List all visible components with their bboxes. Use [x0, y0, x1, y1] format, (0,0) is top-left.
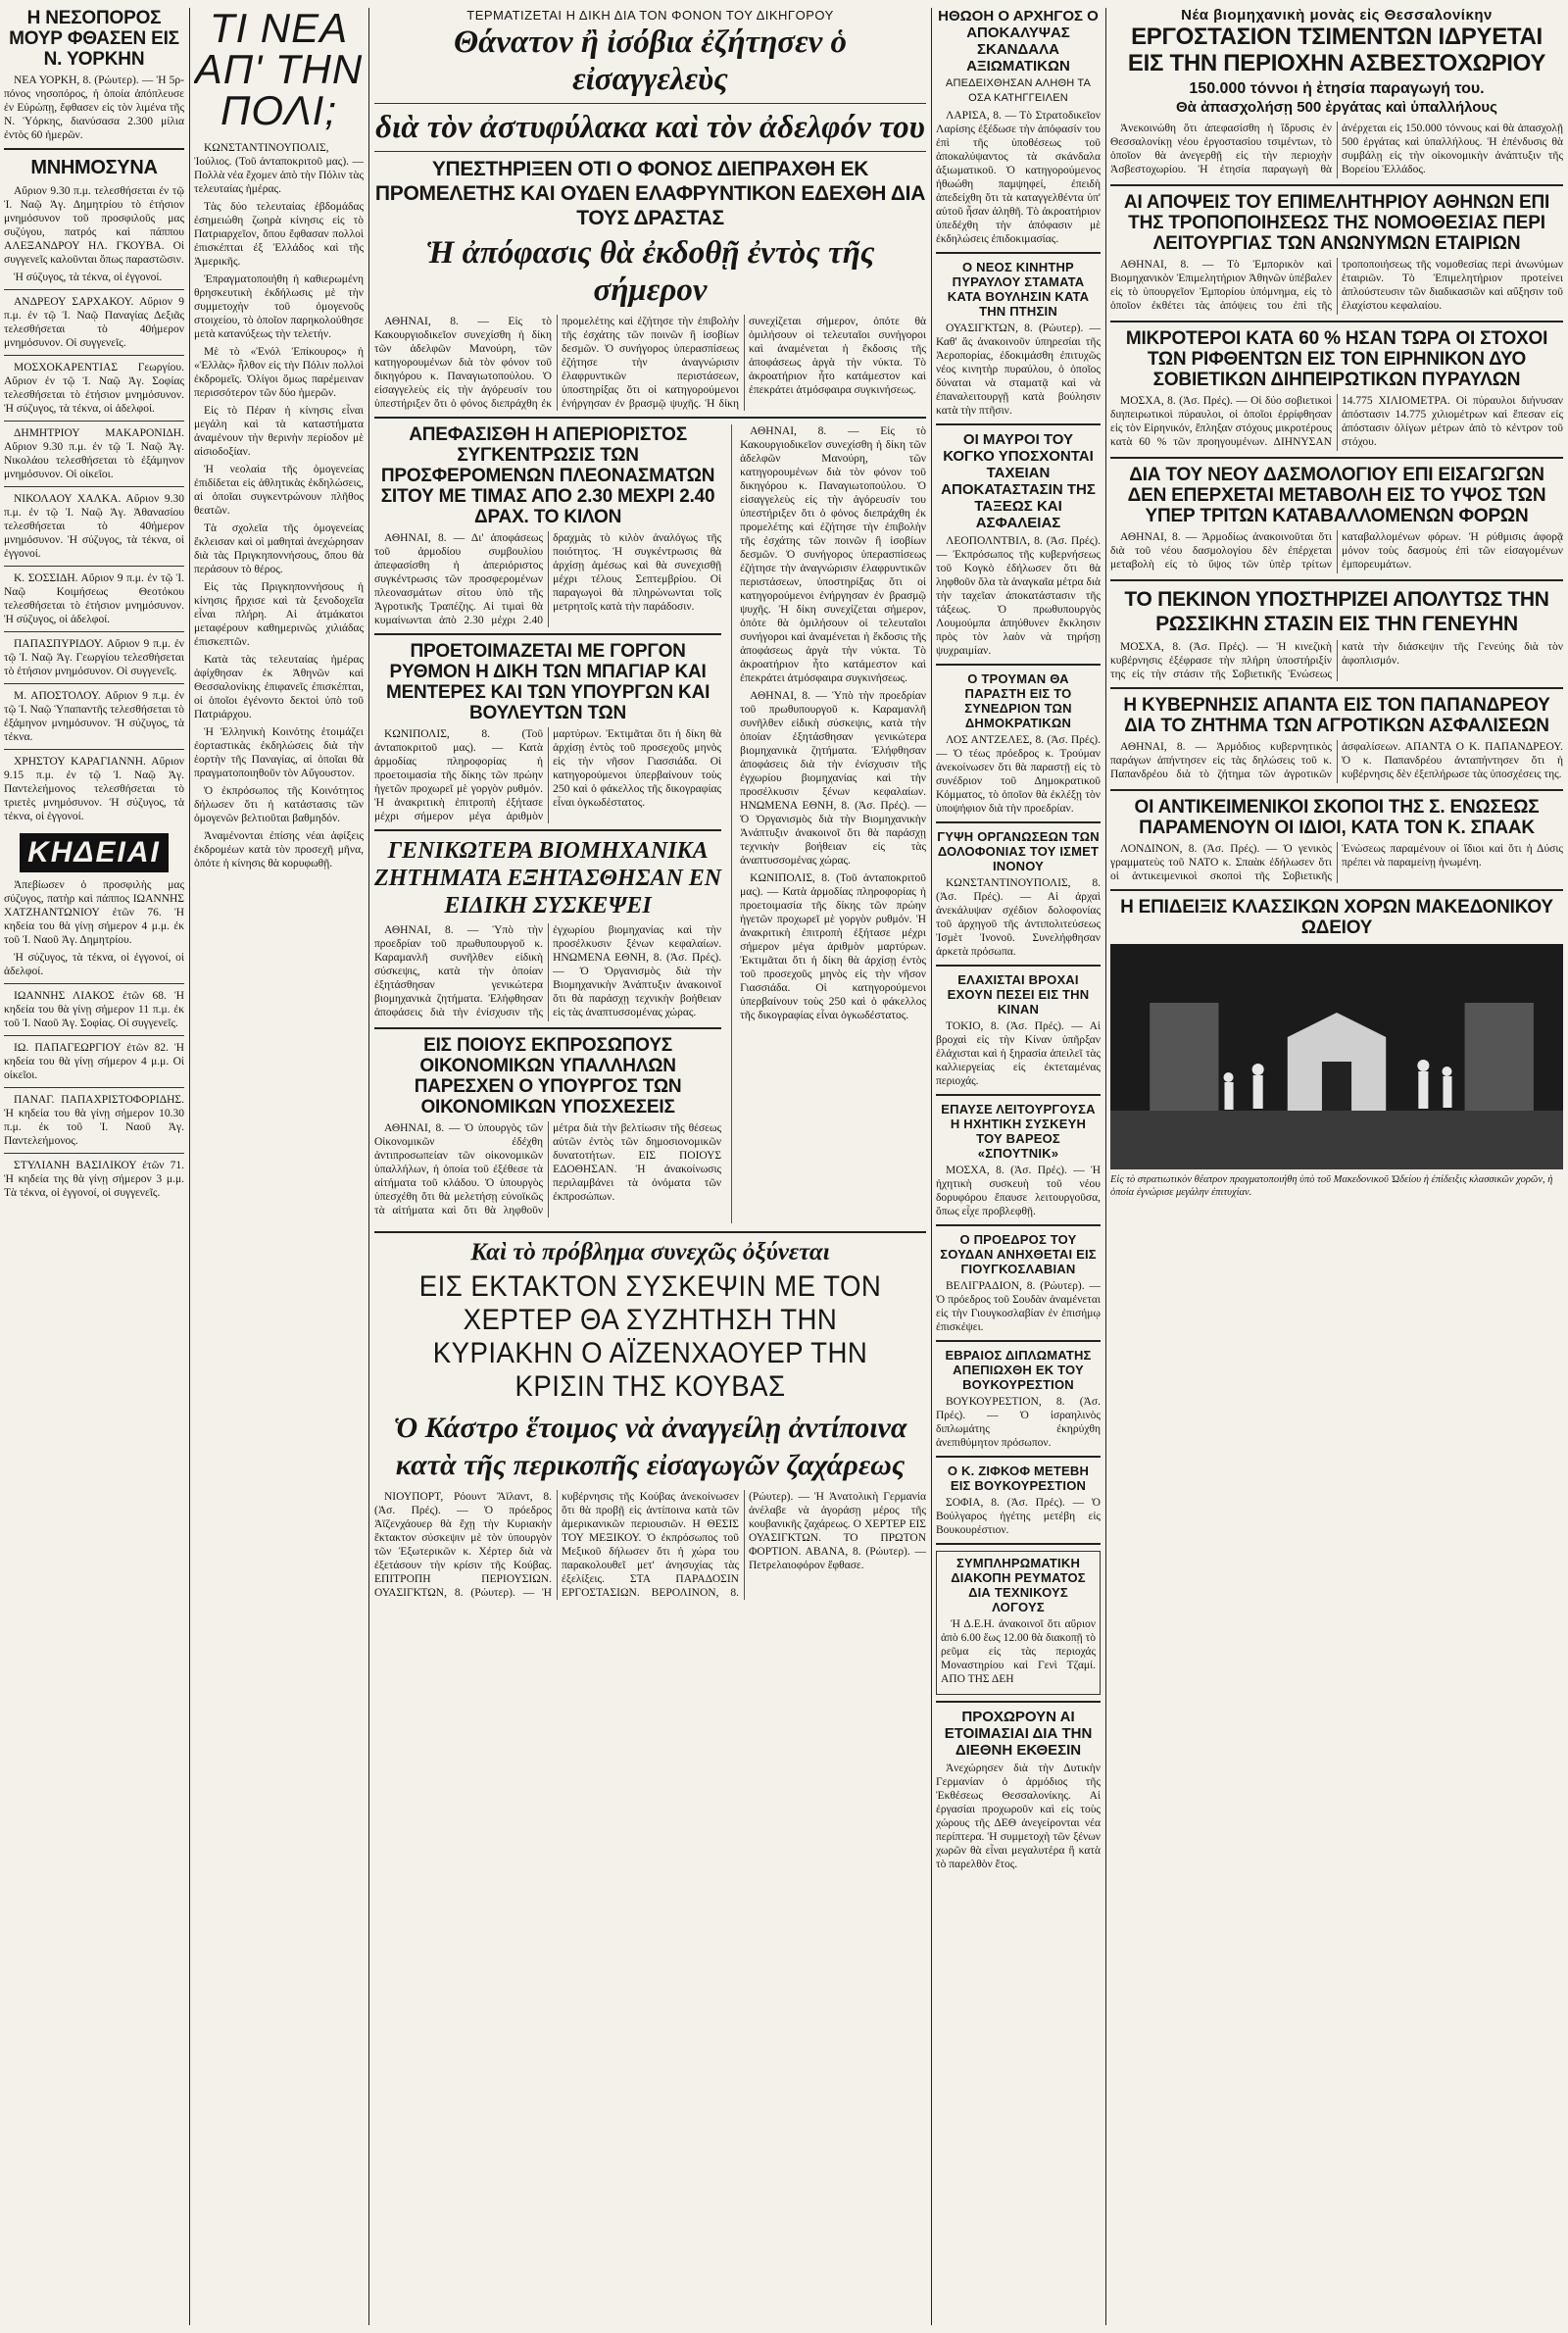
article-headline: ΕΙΣ ΠΟΙΟΥΣ ΕΚΠΡΟΣΩΠΟΥΣ ΟΙΚΟΝΟΜΙΚΩΝ ΥΠΑΛΛΗΛΩΝ ΠΑΡΕΣΧΕΝ Ο ΥΠΟΥΡΓΟΣ ΤΩΝ ΟΙΚΟΝΟΜΙΚΩΝ ΥΠΟΣΧΕΣΕΙΣ [414, 1035, 682, 1117]
article-papandreou [1110, 695, 1563, 783]
column-rule [931, 8, 932, 2325]
section-rule [936, 1701, 1101, 1703]
article-headline: ΕΡΓΟΣΤΑΣΙΟΝ ΤΣΙΜΕΝΤΩΝ ΙΔΡΥΕΤΑΙ ΕΙΣ ΤΗΝ ΠΕΡΙΟΧΗΝ ΑΣΒΕΣΤΟΧΩΡΙΟΥ [1127, 24, 1546, 76]
funerals-list [4, 878, 184, 1200]
notice: ΜΟΣΧΟΚΑΡΕΝΤΙΑΣ Γεωργίου. Αὔριον ἐν τῷ Ἱ. Ναῷ Ἁγ. Σοφίας τελεσθήσεται τὸ ἐτήσιον μνημόσυνον. Ἡ σύζυγος, τὰ τέκνα, οἱ ἀδελφοί. [4, 362, 184, 415]
center-left-stack [374, 424, 721, 1223]
article-kicker: Νέα βιομηχανικὴ μονὰς εἰς Θεσσαλονίκην [1181, 8, 1493, 24]
notice: Αὔριον 9.30 π.μ. τελεσθήσεται ἐν τῷ Ἱ. Ναῷ Ἁγ. Δημητρίου τὸ ἐτήσιον μνημόσυνον τοῦ προσφιλοῦς μας συζύγου, πατρός καὶ πάππου ΑΛΕΞΑΝΔΡΟΥ ΗΛ. ΓΚΟΥΒΑ. Οἱ συγγενεῖς καλοῦνται ὅπως παραστῶσιν. [4, 185, 184, 266]
article-headline: ΓΕΝΙΚΩΤΕΡΑ ΒΙΟΜΗΧΑΝΙΚΑ ΖΗΤΗΜΑΤΑ ΕΞΗΤΑΣΘΗΣΑΝ ΕΝ ΕΙΔΙΚΗ ΣΥΣΚΕΨΕΙ [374, 838, 722, 918]
brief-headline: Ο Κ. ΖΙΦΚΟΦ ΜΕΤΕΒΗ ΕΙΣ ΒΟΥΚΟΥΡΕΣΤΙΟΝ [947, 1464, 1090, 1493]
column-city-news [194, 8, 364, 2325]
article-finance [374, 1035, 721, 1217]
article-headline: ΜΙΚΡΟΤΕΡΟΙ ΚΑΤΑ 60 % ΗΣΑΝ ΤΩΡΑ ΟΙ ΣΤΟΧΟΙ ΤΩΝ ΡΙΦΘΕΝΤΩΝ ΕΙΣ ΤΟΝ ΕΙΡΗΝΙΚΟΝ ΔΥΟ ΣΟΒΙΕΤΙΚΩΝ ΔΙΗΠΕΙΡΩΤΙΚΩΝ ΠΥΡΑΥΛΩΝ [1125, 328, 1548, 390]
article-body: ΛΟΝΔΙΝΟΝ, 8. (Ἀσ. Πρές). — Ὁ γενικὸς γραμματεὺς τοῦ ΝΑΤΟ κ. Σπαὰκ ἐδήλωσεν ὅτι οἱ ἀντικειμενικοὶ σκοποὶ τῆς Σοβιετικῆς Ἑνώσεως παραμένουν οἱ ἴδιοι καὶ ὅτι ἡ Δύσις πρέπει νὰ παραμείνῃ ἡνωμένη. [1110, 843, 1563, 882]
article-headline: Η ΚΥΒΕΡΝΗΣΙΣ ΑΠΑΝΤΑ ΕΙΣ ΤΟΝ ΠΑΠΑΝΔΡΕΟΥ ΔΙΑ ΤΟ ΖΗΤΗΜΑ ΤΩΝ ΑΓΡΟΤΙΚΩΝ ΑΣΦΑΛΙΣΕΩΝ [1123, 695, 1550, 736]
column-title: ΤΙ ΝΕΑ ΑΠ' ΤΗΝ ΠΟΛΙ; [194, 8, 364, 133]
article-body: ΜΟΣΧΑ, 8. (Ἀσ. Πρές). — Οἱ δύο σοβιετικοὶ διηπειρωτικοὶ πύραυλοι, οἱ ὁποῖοι ἐρρίφθησαν εἰς τὸν Εἰρηνικόν, ἔπληξαν στόχους μικροτέρους κατὰ 60 % τῶν προηγουμένων. ΔΙΗΝΥΣΑΝ 14.775 ΧΙΛΙΟΜΕΤΡΑ. Οἱ πύραυλοι διήνυσαν ἀπόστασιν 14.775 χιλιομέτρων καὶ ἔπεσαν εἰς ἀπόστασιν ὀλίγων μέτρων ἀπὸ τὸ κέντρον τοῦ στόχου. [1110, 395, 1563, 448]
notice: Ἡ σύζυγος, τὰ τέκνα, οἱ ἐγγονοί, οἱ ἀδελφοί. [4, 952, 184, 977]
notice: ΠΑΝΑΓ. ΠΑΠΑΧΡΙΣΤΟΦΟΡΙΔΗΣ. Ἡ κηδεία του θὰ γίνῃ σήμερον 10.30 π.μ. ἐκ τοῦ Ἱ. Ναοῦ Ἁγ. Παντελεήμονος. [4, 1094, 184, 1147]
center-right-stack [731, 424, 926, 1223]
column-briefs [936, 8, 1101, 2325]
brief-body: ΜΟΣΧΑ, 8. (Ἀσ. Πρές). — Ἡ ἠχητικὴ συσκευὴ τοῦ νέου δορυφόρου ἔπαυσε λειτουργοῦσα, ὅπως εἶχε προβλεφθῇ. [936, 1165, 1101, 1217]
brief [936, 1348, 1101, 1450]
photo-dance-performance [1110, 944, 1563, 1169]
section-rule [374, 1231, 926, 1233]
article-headline: ΠΡΟΕΤΟΙΜΑΖΕΤΑΙ ΜΕ ΓΟΡΓΟΝ ΡΥΘΜΟΝ Η ΔΙΚΗ ΤΩΝ ΜΠΑΓΙΑΡ ΚΑΙ ΜΕΝΤΕΡΕΣ ΚΑΙ ΤΩΝ ΥΠΟΥΡΓΩΝ ΚΑΙ ΒΟΥΛΕΥΤΩΝ ΤΩΝ [385, 641, 710, 723]
brief-body: ΒΕΛΙΓΡΑΔΙΟΝ, 8. (Ρώυτερ). — Ὁ πρόεδρος τοῦ Σουδὰν ἀναμένεται εἰς τὴν Γιουγκοσλαβίαν ἐν ἐπισήμῳ ἐπισκέψει. [936, 1280, 1101, 1333]
article-cuba [374, 1239, 926, 1600]
brief-headline: ΕΠΑΥΣΕ ΛΕΙΤΟΥΡΓΟΥΣΑ Η ΗΧΗΤΙΚΗ ΣΥΣΚΕΥΗ ΤΟΥ ΒΑΡΕΟΣ «ΣΠΟΥΤΝΙΚ» [941, 1102, 1096, 1161]
section-rule [936, 1340, 1101, 1342]
column-rule [189, 8, 190, 2325]
brief-body: ΒΟΥΚΟΥΡΕΣΤΙΟΝ, 8. (Ἀσ. Πρές). — Ὁ ἰσραηλινὸς διπλωμάτης ἐκηρύχθη ἀνεπιθύμητον πρόσωπον. [936, 1396, 1101, 1449]
brief [936, 8, 1101, 246]
article-body: ΝΙΟΥΠΟΡΤ, Ρόουντ Ἄϊλαντ, 8. (Ἀσ. Πρές). — Ὁ πρόεδρος Ἀϊζενχάουερ θὰ ἔχῃ τὴν Κυριακὴν ἔκτακτον σύσκεψιν μὲ τὸν ὑπουργὸν τῶν Ἐξωτερικῶν κ. Χέρτερ διὰ νὰ ἐξετάσουν τὴν κρίσιν τῆς Κούβας. ΕΠΙΤΡΟΠΗ ΠΕΡΙΟΥΣΙΩΝ. ΟΥΑΣΙΓΚΤΩΝ, 8. (Ρώυτερ). — Ἡ κυβέρνησις τῆς Κούβας ἀνεκοίνωσεν ὅτι θὰ προβῇ εἰς ἀντίποινα κατὰ τῶν ἀμερικανικῶν περιουσιῶν. Η ΘΕΣΙΣ ΤΟΥ ΜΕΞΙΚΟΥ. Ὁ ἐκπρόσωπος τοῦ Μεξικοῦ δήλωσεν ὅτι ἡ χώρα του παρακολουθεῖ μετ' ἀνησυχίας τὰς ἐξελίξεις. ΣΤΑ ΠΑΡΑΔΟΣΙΝ ΕΡΓΟΣΤΑΣΙΩΝ. ΒΕΡΟΛΙΝΟΝ, 8. (Ρώυτερ). — Ἡ Ἀνατολικὴ Γερμανία ἀνέλαβε νὰ ἀγοράσῃ μέρος τῆς κουβανικῆς ζαχάρεως. Ο ΧΕΡΤΕΡ ΕΙΣ ΟΥΑΣΙΓΚΤΩΝ. ΤΟ ΠΡΩΤΟΝ ΦΟΡΤΙΟΝ. ΑΒΑΝΑ, 8. (Ρώυτερ). — Πετρελαιοφόρον ἔφθασε. [374, 1491, 926, 1599]
notice: ΙΩ. ΠΑΠΑΓΕΩΡΓΙΟΥ ἐτῶν 82. Ἡ κηδεία του θὰ γίνῃ σήμερον 4 μ.μ. Οἱ οἰκεῖοι. [4, 1042, 184, 1081]
brief-headline: ΣΥΜΠΛΗΡΩΜΑΤΙΚΗ ΔΙΑΚΟΠΗ ΡΕΥΜΑΤΟΣ ΔΙΑ ΤΕΧΝΙΚΟΥΣ ΛΟΓΟΥΣ [951, 1556, 1086, 1614]
brief-subheadline: ΑΠΕΔΕΙΧΘΗΣΑΝ ΑΛΗΘΗ ΤΑ ΟΣΑ ΚΑΤΗΓΓΕΙΛΕΝ [945, 77, 1092, 104]
article-body: ΑΘΗΝΑΙ, 8. — Δι' ἀποφάσεως τοῦ ἁρμοδίου συμβουλίου ἀπεφασίσθη ἡ ἀπεριόριστος συγκέντρωσις τῶν προσφερομένων πλεονασμάτων σίτου ὑπὸ τῆς Ἀγροτικῆς Τραπέζης. Αἱ τιμαὶ θὰ κυμαίνωνται ἀπὸ 2.30 μέχρι 2.40 δραχμὰς τὸ κιλὸν ἀναλόγως τῆς ποιότητος. Ἡ συγκέντρωσις θὰ ἀρχίσῃ ἀμέσως καὶ θὰ συνεχισθῇ μέχρι τέλους Σεπτεμβρίου. Οἱ παραγωγοὶ θὰ πληρώνωνται τοῖς μετρητοῖς κατὰ τὴν παράδοσιν. [374, 532, 722, 626]
article-subheadline-2: κατὰ τῆς περικοπῆς εἰσαγωγῶν ζαχάρεως [395, 1449, 906, 1481]
section-rule [374, 417, 926, 419]
section-rule [936, 423, 1101, 425]
brief-headline: ΕΛΑΧΙΣΤΑΙ ΒΡΟΧΑΙ ΕΧΟΥΝ ΠΕΣΕΙ ΕΙΣ ΤΗΝ ΚΙΝΑΝ [947, 972, 1090, 1017]
section-rule [4, 631, 184, 632]
column-obituaries [4, 8, 184, 2325]
article-body: ΑΘΗΝΑΙ, 8. — Ὑπὸ τὴν προεδρίαν τοῦ πρωθυπουργοῦ κ. Καραμανλῆ συνῆλθεν εἰδικὴ σύσκεψις, κατὰ τὴν ὁποίαν ἐξητάσθησαν γενικώτερα βιομηχανικὰ ζητήματα. Ἐλήφθησαν ἀποφάσεις διὰ τὴν ἐνίσχυσιν τῆς ἐγχωρίου βιομηχανίας καὶ τὴν προσέλκυσιν ξένων κεφαλαίων. ΗΝΩΜΕΝΑ ΕΘΝΗ, 8. (Ἀσ. Πρές). — Ὁ Ὀργανισμὸς διὰ τὴν Βιομηχανικὴν Ἀνάπτυξιν ἀνακοινοῖ ὅτι θὰ παράσχῃ τεχνικὴν βοήθειαν εἰς τὰς ἀναπτυσσομένας χώρας. [374, 924, 722, 1018]
article-tariff [1110, 465, 1563, 573]
section-rule [4, 1153, 184, 1154]
section-rule [4, 566, 184, 567]
brief [936, 1464, 1101, 1537]
lead-headline-3: Ἡ ἀπόφασις θὰ ἐκδοθῇ ἐντὸς τῆς σήμερον [425, 235, 875, 308]
section-rule [936, 965, 1101, 967]
brief-headline: ΕΒΡΑΙΟΣ ΔΙΠΛΩΜΑΤΗΣ ΑΠΕΠΙΩΧΘΗ ΕΚ ΤΟΥ ΒΟΥΚΟΥΡΕΣΤΙΟΝ [945, 1348, 1092, 1392]
brief-body: ΤΟΚΙΟ, 8. (Ἀσ. Πρές). — Αἱ βροχαὶ εἰς τὴν Κίναν ὑπῆρξαν ἐλάχισται καὶ ἡ ξηρασία ἀπειλεῖ τὰς καλλιεργείας εἰς ἐκτεταμένας περιοχάς. [936, 1020, 1101, 1087]
article-body: ΜΟΣΧΑ, 8. (Ἀσ. Πρές). — Ἡ κινεζικὴ κυβέρνησις ἐξέφρασε τὴν πλήρη ὑποστήριξίν της εἰς τὴν στάσιν τῆς Σοβιετικῆς Ἑνώσεως κατὰ τὴν διάσκεψιν τῆς Γενεύης διὰ τὸν ἀφοπλισμόν. [1110, 641, 1563, 680]
brief-headline: Ο ΠΡΟΕΔΡΟΣ ΤΟΥ ΣΟΥΔΑΝ ΑΝΗΧΘΕΤΑΙ ΕΙΣ ΓΙΟΥΓΚΟΣΛΑΒΙΑΝ [940, 1232, 1097, 1276]
brief [936, 431, 1101, 658]
article-body: ΑΘΗΝΑΙ, 8. — Ἁρμοδίως ἀνακοινοῦται ὅτι διὰ τοῦ νέου δασμολογίου δὲν ἐπέρχεται μεταβολὴ εἰς τὸ ὕψος τῶν ὑπὲρ τρίτων καταβαλλομένων φόρων. Ἡ ρύθμισις ἀφορᾷ μόνον τοὺς δασμοὺς ἐπὶ τῶν εἰσαγομένων ἐμπορευμάτων. [1110, 531, 1563, 571]
brief-body: ΟΥΑΣΙΓΚΤΩΝ, 8. (Ρώυτερ). — Καθ' ἃς ἀνακοινοῦν ὑπηρεσίαι τῆς Ἀεροπορίας, ἐδοκιμάσθη ἐπιτυχῶς νέος κινητὴρ πυραύλου, ὁ ὁποῖος δύναται νὰ σταματᾷ καὶ νὰ ἐπαναλειτουργῇ κατὰ βούλησιν κατὰ τὴν πτῆσιν. [936, 323, 1101, 417]
section-rule [374, 103, 926, 104]
article-headline: ΔΙΑ ΤΟΥ ΝΕΟΥ ΔΑΣΜΟΛΟΓΙΟΥ ΕΠΙ ΕΙΣΑΓΩΓΩΝ ΔΕΝ ΕΠΕΡΧΕΤΑΙ ΜΕΤΑΒΟΛΗ ΕΙΣ ΤΟ ΥΨΟΣ ΤΩΝ ΥΠΕΡ ΤΡΙΤΩΝ ΚΑΤΑΒΑΛΛΟΜΕΝΩΝ ΦΟΡΩΝ [1127, 465, 1546, 526]
notice: ΠΑΠΑΣΠΥΡΙΔΟΥ. Αὔριον 9 π.μ. ἐν τῷ Ἱ. Ναῷ Ἁγ. Γεωργίου τελεσθήσεται τὸ ἐτήσιον μνημόσυνον. Οἱ συγγενεῖς. [4, 638, 184, 677]
article-headline: ΕΙΣ ΕΚΤΑΚΤΟΝ ΣΥΣΚΕΨΙΝ ΜΕ ΤΟΝ ΧΕΡΤΕΡ ΘΑ ΣΥΖΗΤΗΣΗ ΤΗΝ ΚΥΡΙΑΚΗΝ Ο ΑΪΖΕΝΧΑΟΥΕΡ ΤΗΝ ΚΡΙΣΙΝ ΤΗΣ ΚΟΥΒΑΣ [418, 1270, 882, 1403]
section-rule [4, 1035, 184, 1036]
brief-headline: ΠΡΟΧΩΡΟΥΝ ΑΙ ΕΤΟΙΜΑΣΙΑΙ ΔΙΑ ΤΗΝ ΔΙΕΘΝΗ ΕΚΘΕΣΙΝ [944, 1709, 1093, 1759]
brief [936, 260, 1101, 418]
section-rule [4, 983, 184, 984]
section-rule [1110, 457, 1563, 459]
notice: ΝΙΚΟΛΑΟΥ ΧΑΛΚΑ. Αὔριον 9.30 π.μ. ἐν τῷ Ἱ. Ναῷ Ἁγ. Ἀθανασίου τελεσθήσεται τὸ 40ήμερον μνημόσυνον. Ἡ σύζυγος, τὰ τέκνα, οἱ ἐγγονοί. [4, 493, 184, 560]
section-rule [4, 1087, 184, 1088]
article-wheat [374, 424, 721, 627]
article-headline: ΑΠΕΦΑΣΙΣΘΗ Η ΑΠΕΡΙΟΡΙΣΤΟΣ ΣΥΓΚΕΝΤΡΩΣΙΣ ΤΩΝ ΠΡΟΣΦΕΡΟΜΕΝΩΝ ΠΛΕΟΝΑΣΜΑΤΩΝ ΣΙΤΟΥ ΜΕ ΤΙΜΑΣ ΑΠΟ 2.30 ΜΕΧΡΙ 2.40 ΔΡΑΧ. ΤΟ ΚΙΛΟΝ [380, 424, 715, 527]
brief-body: Ἀνεχώρησεν διὰ τὴν Δυτικὴν Γερμανίαν ὁ ἁρμόδιος τῆς Ἐκθέσεως Θεσσαλονίκης. Αἱ ἐργασίαι προχωροῦν καὶ εἰς τοὺς χώρους τῆς ΔΕΘ ἀνεγείρονται νέα περίπτερα. Ἡ συμμετοχὴ τῶν ξένων χωρῶν θὰ εἶναι μεγαλυτέρα ἢ κατὰ τὸ παρελθὸν ἔτος. [936, 1762, 1101, 1870]
article-body: ΑΘΗΝΑΙ, 8. — Ἁρμόδιος κυβερνητικὸς παράγων ἀπήντησεν εἰς τὰς δηλώσεις τοῦ κ. Παπανδρέου διὰ τὸ ζήτημα τῶν ἀγροτικῶν ἀσφαλίσεων. ΑΠΑΝΤΑ Ο Κ. ΠΑΠΑΝΔΡΕΟΥ. Ὁ κ. Παπανδρέου ἀνταπήντησεν ὅτι ἡ κυβέρνησις δὲν ἐξεπλήρωσε τὰς ὑποσχέσεις της. [1110, 741, 1563, 780]
brief-body: ΣΟΦΙΑ, 8. (Ἀσ. Πρές). — Ὁ Βούλγαρος ἡγέτης μετέβη εἰς Βουκουρέστιον. [936, 1497, 1101, 1536]
section-rule [1110, 789, 1563, 791]
section-title-kedeiai: ΚΗΔΕΙΑΙ [20, 833, 169, 872]
brief-boxed [936, 1551, 1101, 1695]
column-center [374, 8, 926, 2325]
notice: ΣΤΥΛΙΑΝΗ ΒΑΣΙΛΙΚΟΥ ἐτῶν 71. Ἡ κηδεία της θὰ γίνῃ σήμερον 3 μ.μ. Τὰ τέκνα, οἱ ἐγγονοί, οἱ συγγενεῖς. [4, 1160, 184, 1199]
article-headline: ΤΟ ΠΕΚΙΝΟΝ ΥΠΟΣΤΗΡΙΖΕΙ ΑΠΟΛΥΤΩΣ ΤΗΝ ΡΩΣΣΙΚΗΝ ΣΤΑΣΙΝ ΕΙΣ ΤΗΝ ΓΕΝΕΥΗΝ [1124, 588, 1549, 635]
lead-kicker: ΤΕΡΜΑΤΙΖΕΤΑΙ Η ΔΙΚΗ ΔΙΑ ΤΟΝ ΦΟΝΟΝ ΤΟΥ ΔΙΚΗΓΟΡΟΥ [466, 8, 834, 23]
section-rule [374, 829, 721, 831]
article-headline: ΑΙ ΑΠΟΨΕΙΣ ΤΟΥ ΕΠΙΜΕΛΗΤΗΡΙΟΥ ΑΘΗΝΩΝ ΕΠΙ ΤΗΣ ΤΡΟΠΟΠΟΙΗΣΕΩΣ ΤΗΣ ΝΟΜΟΘΕΣΙΑΣ ΠΕΡΙ ΛΕΙΤΟΥΡΓΙΑΣ ΤΩΝ ΑΝΩΝΥΜΩΝ ΕΤΑΙΡΙΩΝ [1123, 192, 1550, 254]
section-rule [4, 749, 184, 750]
notice: Κ. ΣΟΣΣΙΔΗ. Αὔριον 9 π.μ. ἐν τῷ Ἱ. Ναῷ Κοιμήσεως Θεοτόκου τελεσθήσεται τὸ ἐτήσιον μνημόσυνον. Ἡ σύζυγος, οἱ ἀδελφοί. [4, 572, 184, 625]
lead-continuation: ΑΘΗΝΑΙ, 8. — Εἰς τὸ Κακουργιοδικεῖον συνεχίσθη ἡ δίκη τῶν ἀδελφῶν Μανούρη, τῶν κατηγορουμένων διὰ τὸν φόνον τοῦ δικηγόρου κ. Παναγιωτοπούλου. Ὁ εἰσαγγελεὺς εἰς τὴν ἀγόρευσίν του ὑπεστήριξεν ὅτι ὁ φόνος διεπράχθη ἐκ προμελέτης καὶ ἐζήτησε τὴν ἐπιβολὴν τῆς ἐσχάτης τῶν ποινῶν ἢ ἰσοβίων δεσμῶν. Ὁ συνήγορος ὑπερασπίσεως ἐζήτησε τὴν ἀναγνώρισιν ἐλαφρυντικῶν περιστάσεων, ὑποστηρίξας ὅτι οἱ κατηγορούμενοι ἐνήργησαν ἐν βρασμῷ ψυχῆς. Ἡ δίκη συνεχίζεται σήμερον, ὁπότε θὰ ὁμιλήσουν οἱ τελευταῖοι συνήγοροι καὶ ἀναμένεται ἡ ἔκδοσις τῆς ἀποφάσεως ἀργὰ τὴν νύκτα. Τὸ ἀκροατήριον ἦτο κατάμεστον καὶ ἐπεκράτει ἀτμόσφαιρα συγκινήσεως. ΑΘΗΝΑΙ, 8. — Ὑπὸ τὴν προεδρίαν τοῦ πρωθυπουργοῦ κ. Καραμανλῆ συνῆλθεν εἰδικὴ σύσκεψις, κατὰ τὴν ὁποίαν ἐξητάσθησαν γενικώτερα βιομηχανικὰ ζητήματα. Ἐλήφθησαν ἀποφάσεις διὰ τὴν ἐνίσχυσιν τῆς ἐγχωρίου βιομηχανίας καὶ τὴν προσέλκυσιν ξένων κεφαλαίων. ΗΝΩΜΕΝΑ ΕΘΝΗ, 8. (Ἀσ. Πρές). — Ὁ Ὀργανισμὸς διὰ τὴν Βιομηχανικὴν Ἀνάπτυξιν ἀνακοινοῖ ὅτι θὰ παράσχῃ τεχνικὴν βοήθειαν εἰς τὰς ἀναπτυσσομένας χώρας. ΚΩΝΙΠΟΛΙΣ, 8. (Τοῦ ἀνταποκριτοῦ μας). — Κατὰ ἀρμοδίας πληροφορίας ἡ προετοιμασία τῆς δίκης τῶν πρώην ἡγετῶν προχωρεῖ μὲ γοργὸν ρυθμόν. Ἡ ἀνακριτικὴ ἐπιτροπὴ ἐξήτασε μέχρι σήμερον μέγα ἀριθμὸν μαρτύρων. Ἐκτιμᾶται ὅτι ἡ δίκη θὰ ἀρχίσῃ ἐντὸς τοῦ προσεχοῦς μηνὸς εἰς τὴν νῆσον Γιασσιάδα. Οἱ κατηγορούμενοι ὑπερβαίνουν τοὺς 250 καὶ ὁ φάκελλος τῆς δικογραφίας εἶναι ὀγκωδέστατος. [740, 425, 926, 1021]
section-rule [1110, 889, 1563, 891]
brief-body: ΚΩΝΣΤΑΝΤΙΝΟΥΠΟΛΙΣ, 8. (Ἀσ. Πρές). — Αἱ ἀρχαὶ ἀνεκάλυψαν σχέδιον δολοφονίας τοῦ ἀρχηγοῦ τῆς ἀντιπολιτεύσεως Ἰσμὲτ Ἰνονοῦ. Συνελήφθησαν ἀρκετὰ πρόσωπα. [936, 877, 1101, 958]
center-lower [374, 424, 926, 1223]
section-rule [4, 289, 184, 290]
brief [936, 972, 1101, 1088]
brief [936, 829, 1101, 959]
column-rule [368, 8, 369, 2325]
article-dance [1110, 897, 1563, 1199]
brief [936, 671, 1101, 816]
brief-body: ΛΕΟΠΟΛΝΤΒΙΛ, 8. (Ἀσ. Πρές). — Ἐκπρόσωπος τῆς κυβερνήσεως τοῦ Κογκὸ ἐδήλωσεν ὅτι θὰ ληφθοῦν ὅλα τὰ ἀναγκαῖα μέτρα διὰ τὴν ταχεῖαν ἀποκατάστασιν τῆς τάξεως. Ὁ πρωθυπουργὸς Λουμούμπα ἀπηύθυνεν ἔκκλησιν πρὸς τὸν λαὸν νὰ τηρήσῃ ψυχραιμίαν. [936, 535, 1101, 657]
lead-headline: Θάνατον ἢ ἰσόβια ἐζήτησεν ὁ εἰσαγγελεὺς [453, 25, 848, 97]
kedeiai-banner [4, 833, 184, 872]
brief-headline: Ο ΝΕΟΣ ΚΙΝΗΤΗΡ ΠΥΡΑΥΛΟΥ ΣΤΑΜΑΤΑ ΚΑΤΑ ΒΟΥΛΗΣΙΝ ΚΑΤΑ ΤΗΝ ΠΤΗΣΙΝ [947, 260, 1090, 319]
section-rule [936, 1543, 1101, 1545]
article-subheadline: Ὁ Κάστρο ἕτοιμος νὰ ἀναγγείλῃ ἀντίποινα [393, 1412, 907, 1444]
article-body: ΝΕΑ ΥΟΡΚΗ, 8. (Ρώυτερ). — Ἡ 5ρ-πόνος νησοπόρος, ἡ ὁποία ἀπόπλευσε ἐν Εὐρώπῃ, ἔφθασεν εἰς τὸν λιμένα τῆς Ν. Ὑόρκης, διανύσασα 2.300 μίλια ἐντὸς 60 ἡμερῶν. [4, 74, 184, 141]
lead-headline-2: διὰ τὸν ἀστυφύλακα καὶ τὸν ἀδελφόν του [375, 110, 925, 145]
section-rule [936, 821, 1101, 823]
brief-body: ΛΑΡΙΣΑ, 8. — Τὸ Στρατοδικεῖον Λαρίσης ἐξέδωσε τὴν ἀπόφασίν του ἐπὶ τῆς ὑποθέσεως τοῦ ἀποκαλύψαντος τὰ σκάνδαλα ἀξιωματικοῦ. Ὁ κατηγορούμενος ἠθωώθη παμψηφεί, ἐπειδὴ ἀπεδείχθη ὅτι τὰ καταγγελθέντα ὑπ' αὐτοῦ ἦσαν ἀληθῆ. Τὸ ἀκροατήριον ὑπεδέχθη τὴν ἀπόφασιν μὲ ἐκδηλώσεις ἐπιδοκιμασίας. [936, 110, 1101, 245]
section-rule [4, 486, 184, 487]
section-rule [374, 1027, 721, 1029]
article-spaak [1110, 797, 1563, 883]
notice: Μ. ΑΠΟΣΤΟΛΟΥ. Αὔριον 9 π.μ. ἐν τῷ Ἱ. Ναῷ Ὑπαπαντῆς τελεσθήσεται τὸ ἐξάμηνον μνημόσυνον. Ἡ σύζυγος, τὰ τέκνα. [4, 690, 184, 743]
section-rule [4, 355, 184, 356]
article-trial [374, 641, 721, 823]
lead-subheadline: ΥΠΕΣΤΗΡΙΞΕΝ ΟΤΙ Ο ΦΟΝΟΣ ΔΙΕΠΡΑΧΘΗ ΕΚ ΠΡΟΜΕΛΕΤΗΣ ΚΑΙ ΟΥΔΕΝ ΕΛΑΦΡΥΝΤΙΚΟΝ ΕΔΕΧΘΗ ΔΙΑ ΤΟΥΣ ΔΡΑΣΤΑΣ [374, 158, 926, 229]
article-headline: Η ΝΕΣΟΠΟΡΟΣ ΜΟΥΡ ΦΘΑΣΕΝ ΕΙΣ Ν. ΥΟΡΚΗΝ [9, 8, 179, 70]
section-rule [374, 151, 926, 152]
notice: ΧΡΗΣΤΟΥ ΚΑΡΑΓΙΑΝΝΗ. Αὔριον 9.15 π.μ. ἐν τῷ Ἱ. Ναῷ Ἁγ. Παντελεήμονος τελεσθήσεται τὸ τριετὲς μνημόσυνον. Ἡ σύζυγος, τὰ τέκνα, οἱ ἐγγονοί. [4, 756, 184, 822]
section-rule [4, 683, 184, 684]
article-subheadline: 150.000 τόννοι ἡ ἐτησία παραγωγή του. [1189, 80, 1485, 97]
section-rule [1110, 687, 1563, 689]
notice: Ἡ σύζυγος, τὰ τέκνα, οἱ ἐγγονοί. [14, 272, 163, 283]
article-chamber [1110, 192, 1563, 315]
section-rule [936, 252, 1101, 254]
article-body: ΑΘΗΝΑΙ, 8. — Ὁ ὑπουργὸς τῶν Οἰκονομικῶν ἐδέχθη ἀντιπροσωπείαν τῶν οἰκονομικῶν ὑπαλλήλων, ἡ ὁποία τοῦ ἐξέθεσε τὰ αἰτήματα τοῦ κλάδου. Ὁ ὑπουργὸς ὑπεσχέθη ὅτι θὰ μελετήσῃ εὐνοϊκῶς τὰ αἰτήματα καὶ ὅτι θὰ ληφθοῦν μέτρα διὰ τὴν βελτίωσιν τῆς θέσεως αὐτῶν ἐντὸς τῶν δημοσιονομικῶν δυνατοτήτων. ΕΙΣ ΠΟΙΟΥΣ ΕΔΟΘΗΣΑΝ. Ἡ ἀνακοίνωσις περιλαμβάνει τὰ ὀνόματα τῶν ἐκπροσώπων. [374, 1122, 722, 1216]
section-rule [1110, 321, 1563, 323]
section-title-mnemosyna: ΜΝΗΜΟΣΥΝΑ [30, 157, 158, 178]
notice: ΑΝΔΡΕΟΥ ΣΑΡΧΑΚΟΥ. Αὔριον 9 π.μ. ἐν τῷ Ἱ. Ναῷ Παναγίας Δεξιᾶς τελεσθήσεται τὸ 40ήμερον μνημόσυνον. Οἱ συγγενεῖς. [4, 296, 184, 349]
article-industry [374, 837, 721, 1021]
brief [936, 1232, 1101, 1334]
section-rule [936, 1094, 1101, 1096]
brief [936, 1709, 1101, 1871]
section-rule [936, 1456, 1101, 1458]
brief-headline: ΓΥΨΗ ΟΡΓΑΝΩΣΕΩΝ ΤΩΝ ΔΟΛΟΦΟΝΙΑΣ ΤΟΥ ΙΣΜΕΤ ΙΝΟΝΟΥ [937, 829, 1100, 873]
article-subheadline-2: Θὰ ἀπασχολήσῃ 500 ἐργάτας καὶ ὑπαλλήλους [1176, 99, 1497, 116]
notice: ΔΗΜΗΤΡΙΟΥ ΜΑΚΑΡΟΝΙΔΗ. Αὔριον 9.30 π.μ. ἐν τῷ Ἱ. Ναῷ Ἁγ. Νικολάου τελεσθήσεται τὸ ἐξάμηνον μνημόσυνον. Οἱ οἰκεῖοι. [4, 427, 184, 480]
section-rule [1110, 184, 1563, 186]
column-right [1110, 8, 1563, 2325]
brief-headline: ΟΙ ΜΑΥΡΟΙ ΤΟΥ ΚΟΓΚΟ ΥΠΟΣΧΟΝΤΑΙ ΤΑΧΕΙΑΝ ΑΠΟΚΑΤΑΣΤΑΣΙΝ ΤΗΣ ΤΑΞΕΩΣ ΚΑΙ ΑΣΦΑΛΕΙΑΣ [941, 431, 1096, 531]
article-kicker: Καὶ τὸ πρόβλημα συνεχῶς ὀξύνεται [470, 1239, 830, 1266]
section-rule [374, 633, 721, 635]
article-headline: ΟΙ ΑΝΤΙΚΕΙΜΕΝΙΚΟΙ ΣΚΟΠΟΙ ΤΗΣ Σ. ΕΝΩΣΕΩΣ ΠΑΡΑΜΕΝΟΥΝ ΟΙ ΙΔΙΟΙ, ΚΑΤΑ ΤΟΝ Κ. ΣΠΑΑΚ [1134, 797, 1540, 838]
article-body: ΑΘΗΝΑΙ, 8. — Τὸ Ἐμπορικὸν καὶ Βιομηχανικὸν Ἐπιμελητήριον Ἀθηνῶν ὑπέβαλεν εἰς τὸ ὑπουργεῖον Ἐμπορίου ὑπόμνημα, εἰς τὸ ὁποῖον ἐκθέτει τὰς ἀπόψεις του ἐπὶ τῆς τροποποιήσεως τῆς νομοθεσίας περὶ ἀνωνύμων ἑταιριῶν. Τὸ Ἐπιμελητήριον προτείνει ἀπλούστευσιν τῶν διαδικασιῶν καὶ αὔξησιν τοῦ ἐλαχίστου κεφαλαίου. [1110, 259, 1563, 312]
article-body: ΚΩΝΙΠΟΛΙΣ, 8. (Τοῦ ἀνταποκριτοῦ μας). — Κατὰ ἀρμοδίας πληροφορίας ἡ προετοιμασία τῆς δίκης τῶν πρώην ἡγετῶν προχωρεῖ μὲ γοργὸν ρυθμόν. Ἡ ἀνακριτικὴ ἐπιτροπὴ ἐξήτασε μέχρι σήμερον μέγα ἀριθμὸν μαρτύρων. Ἐκτιμᾶται ὅτι ἡ δίκη θὰ ἀρχίσῃ ἐντὸς τοῦ προσεχοῦς μηνὸς εἰς τὴν νῆσον Γιασσιάδα. Οἱ κατηγορούμενοι ὑπερβαίνουν τοὺς 250 καὶ ὁ φάκελλος τῆς δικογραφίας εἶναι ὀγκωδέστατος. [374, 728, 722, 822]
notice: Ἀπεβίωσεν ὁ προσφιλὴς μας σύζυγος, πατὴρ καὶ πάππος ΙΩΑΝΝΗΣ ΧΑΤΖΗΑΝΤΩΝΙΟΥ ἐτῶν 76. Ἡ κηδεία του θὰ γίνῃ σήμερον 4 μ.μ. ἐκ τοῦ Ἱ. Ναοῦ Ἁγ. Δημητρίου. [4, 879, 184, 946]
brief-body: Ἡ Δ.Ε.Η. ἀνακοινοῖ ὅτι αὔριον ἀπὸ 6.00 ἕως 12.00 θὰ διακοπῇ τὸ ρεῦμα εἰς τὰς περιοχάς Μοναστηρίου καὶ Γενὶ Τζαμί. ΑΠΟ ΤΗΣ ΔΕΗ [941, 1618, 1096, 1685]
notices-list [4, 184, 184, 823]
article-missiles [1110, 328, 1563, 451]
notice: ΙΩΑΝΝΗΣ ΛΙΑΚΟΣ ἐτῶν 68. Ἡ κηδεία του θὰ γίνῃ σήμερον 11 π.μ. ἐκ τοῦ Ἱ. Ναοῦ Ἁγ. Σοφίας. Οἱ συγγενεῖς. [4, 990, 184, 1029]
article-peking [1110, 587, 1563, 681]
photo-caption: Εἰς τὸ στρατιωτικὸν θέατρον πραγματοποιήθη ὑπὸ τοῦ Μακεδονικοῦ Ὠδείου ἡ ἐπίδειξις κλασσικῶν χορῶν, ἡ ὁποία ἐγνώρισε μεγάλην ἐπιτυχίαν. [1110, 1174, 1553, 1198]
photo-image [1110, 944, 1563, 1169]
section-rule [4, 421, 184, 422]
section-rule [1110, 579, 1563, 581]
section-rule [4, 148, 184, 150]
column-rule [1105, 8, 1106, 2325]
brief [936, 1102, 1101, 1218]
brief-headline: ΗΘΩΟΗ Ο ΑΡΧΗΓΟΣ Ο ΑΠΟΚΑΛΥΨΑΣ ΣΚΑΝΔΑΛΑ ΑΞΙΩΜΑΤΙΚΩΝ [938, 8, 1099, 74]
article-body: Ἀνεκοινώθη ὅτι ἀπεφασίσθη ἡ ἵδρυσις ἐν Θεσσαλονίκῃ νέου ἐργοστασίου τσιμέντων, τὸ ὁποῖον θὰ ἀνεγερθῇ εἰς τὴν περιοχὴν Ἀσβεστοχωρίου. Ἡ ἐτησία παραγωγὴ θὰ ἀνέρχεται εἰς 150.000 τόννους καὶ θὰ ἀπασχολῇ 500 ἐργάτας καὶ ὑπαλλήλους. Ἡ ἐπένδυσις θὰ συμβάλῃ εἰς τὴν οἰκονομικὴν ἀνάπτυξιν τῆς Βορείου Ἑλλάδος. [1110, 123, 1563, 175]
article-headline: Η ΕΠΙΔΕΙΞΙΣ ΚΛΑΣΣΙΚΩΝ ΧΟΡΩΝ ΜΑΚΕΔΟΝΙΚΟΥ ΩΔΕΙΟΥ [1120, 897, 1553, 938]
brief-body: ΛΟΣ ΑΝΤΖΕΛΕΣ, 8. (Ἀσ. Πρές). — Ὁ τέως πρόεδρος κ. Τρούμαν ἀνεκοίνωσεν ὅτι θὰ παραστῇ εἰς τὸ συνέδριον τοῦ Δημοκρατικοῦ Κόμματος, τὸ ὁποῖον θὰ ἐκλέξῃ τὸν ὑποψήφιον διὰ τὴν προεδρίαν. [936, 734, 1101, 815]
article-body: ΚΩΝΣΤΑΝΤΙΝΟΥΠΟΛΙΣ, Ἰούλιος. (Τοῦ ἀνταποκριτοῦ μας). — Πολλὰ νέα ἔχομεν ἀπὸ τὴν Πόλιν τὰς τελευταίας ἡμέρας. Τὰς δύο τελευταίας ἑβδομάδας ἐσημειώθη ζωηρὰ κίνησις εἰς τὸ Πατριαρχεῖον, ὅπου ἔφθασαν πολλοὶ ἐπισκέπται ἐξ Ἑλλάδος καὶ τῆς Ἀμερικῆς. Ἐπραγματοποιήθη ἡ καθιερωμένη θρησκευτικὴ ἐκδήλωσις μὲ τὴν συμμετοχὴν τοῦ ὁμογενοῦς στοιχείου, τὸ ὁποῖον παρηκολούθησε μετὰ κατανύξεως τὴν τελετήν. Μὲ τὸ «Ἐνόλ Ἐπίκουρος» ἡ «Ἑλλὰς» ἦλθον εἰς τὴν Πόλιν πολλοὶ ἐκδρομεῖς. Ὀλίγοι ὅμως παρέμειναν περισσότερον τῶν δύο ἡμερῶν. Εἰς τὸ Πέραν ἡ κίνησις εἶναι μεγάλη καὶ τὰ καταστήματα ἀναμένουν τὴν θερινὴν περίοδον μὲ αἰσιοδοξίαν. Ἡ νεολαία τῆς ὁμογενείας ἐπιδίδεται εἰς ἀθλητικὰς ἐκδηλώσεις, αἱ ὁποῖαι συγκεντρώνουν πλῆθος θεατῶν. Τὰ σχολεῖα τῆς ὁμογενείας ἔκλεισαν καὶ οἱ μαθηταὶ ἀνεχώρησαν διὰ τὰς Πριγκηποννήσους, ὅπου θὰ περάσουν τὸ θέρος. Εἰς τὰς Πριγκηποννήσους ἡ κίνησις ἤρχισε καὶ τὰ ξενοδοχεῖα εἶναι πλήρη. Αἱ ἀτμάκατοι μεταφέρουν καθημερινῶς χιλιάδας ἐπισκεπτῶν. Κατὰ τὰς τελευταίας ἡμέρας ἀφίχθησαν ἐκ Ἀθηνῶν καὶ Θεσσαλονίκης ἐπιφανεῖς ἐπισκέπται, οἱ ὁποῖοι ἐγένοντο δεκτοὶ ὑπὸ τοῦ Πατριάρχου. Ἡ Ἑλληνικὴ Κοινότης ἑτοιμάζει ἐορταστικὰς ἐκδηλώσεις διὰ τὴν ἑορτὴν τῆς Παναγίας, αἱ ὁποῖαι θὰ πραγματοποιηθοῦν τὸν Αὔγουστον. Ὁ ἐκπρόσωπος τῆς Κοινότητος δήλωσεν ὅτι ἡ κατάστασις τῶν ὁμογενῶν βελτιοῦται βαθμηδόν. Ἀναμένονται ἐπίσης νέαι ἀφίξεις ἐκδρομέων κατὰ τὸν προσεχῆ μῆνα, ὁπότε ἡ κίνησις θὰ κορυφωθῇ. [194, 142, 364, 869]
lead-body: ΑΘΗΝΑΙ, 8. — Εἰς τὸ Κακουργιοδικεῖον συνεχίσθη ἡ δίκη τῶν ἀδελφῶν Μανούρη, τῶν κατηγορουμένων διὰ τὸν φόνον τοῦ δικηγόρου κ. Παναγιωτοπούλου. Ὁ εἰσαγγελεὺς εἰς τὴν ἀγόρευσίν του ὑπεστήριξεν ὅτι ὁ φόνος διεπράχθη ἐκ προμελέτης καὶ ἐζήτησε τὴν ἐπιβολὴν τῆς ἐσχάτης τῶν ποινῶν ἢ ἰσοβίων δεσμῶν. Ὁ συνήγορος ὑπερασπίσεως ἐζήτησε τὴν ἀναγνώρισιν ἐλαφρυντικῶν περιστάσεων, ὑποστηρίξας ὅτι οἱ κατηγορούμενοι ἐνήργησαν ἐν βρασμῷ ψυχῆς. Ἡ δίκη συνεχίζεται σήμερον, ὁπότε θὰ ὁμιλήσουν οἱ τελευταῖοι συνήγοροι καὶ ἀναμένεται ἡ ἔκδοσις τῆς ἀποφάσεως ἀργὰ τὴν νύκτα. Τὸ ἀκροατήριον ἦτο κατάμεστον καὶ ἐπεκράτει ἀτμόσφαιρα συγκινήσεως. [374, 316, 926, 410]
section-rule [936, 1224, 1101, 1226]
section-rule [936, 664, 1101, 666]
brief-headline: Ο ΤΡΟΥΜΑΝ ΘΑ ΠΑΡΑΣΤΗ ΕΙΣ ΤΟ ΣΥΝΕΔΡΙΟΝ ΤΩΝ ΔΗΜΟΚΡΑΤΙΚΩΝ [964, 671, 1072, 730]
